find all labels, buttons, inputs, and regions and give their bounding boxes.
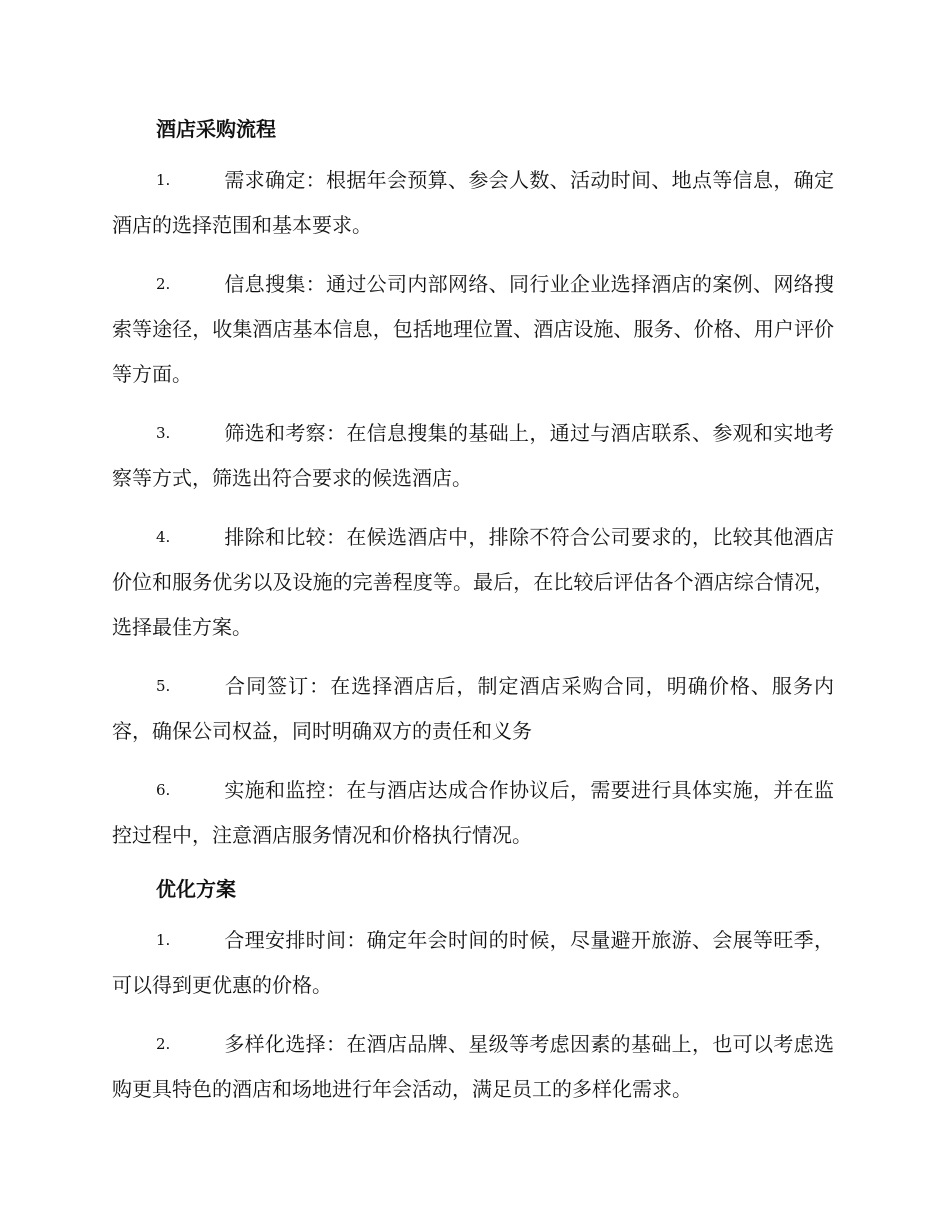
list-item xyxy=(112,411,834,501)
list-item-number: 1. xyxy=(156,931,171,949)
list-item xyxy=(112,1022,834,1112)
list-item-text: 排除和比较：在候选酒店中，排除不符合公司要求的，比较其他酒店价位和服务优劣以及设施的完善程度等。最后，在比较后评估各个酒店综合情况，选择最佳方案。 xyxy=(112,525,834,639)
list-item xyxy=(112,664,834,754)
list-item-text: 多样化选择：在酒店品牌、星级等考虑因素的基础上，也可以考虑选购更具特色的酒店和场地进行年会活动，满足员工的多样化需求。 xyxy=(112,1032,834,1101)
section-optimization-plan xyxy=(112,872,834,1112)
list-item xyxy=(112,158,834,248)
list-item-number: 6. xyxy=(156,781,171,799)
list-item-text: 实施和监控：在与酒店达成合作协议后，需要进行具体实施，并在监控过程中，注意酒店服务情况和价格执行情况。 xyxy=(112,778,834,847)
list-item-number: 4. xyxy=(156,528,171,546)
list-item-number: 3. xyxy=(156,424,171,442)
list-item xyxy=(112,768,834,858)
list-item-text: 合同签订：在选择酒店后，制定酒店采购合同，明确价格、服务内容，确保公司权益，同时明确双方的责任和义务 xyxy=(112,674,834,743)
list-item-number: 5. xyxy=(156,677,171,695)
document-page xyxy=(112,112,834,1126)
list-item-number: 2. xyxy=(156,275,171,293)
list-item-text: 信息搜集：通过公司内部网络、同行业企业选择酒店的案例、网络搜索等途径，收集酒店基本信息，包括地理位置、酒店设施、服务、价格、用户评价等方面。 xyxy=(112,272,834,386)
list-item-text: 合理安排时间：确定年会时间的时候，尽量避开旅游、会展等旺季，可以得到更优惠的价格。 xyxy=(112,928,834,997)
list-item-text: 筛选和考察：在信息搜集的基础上，通过与酒店联系、参观和实地考察等方式，筛选出符合要求的候选酒店。 xyxy=(112,421,834,490)
list-item-text: 需求确定：根据年会预算、参会人数、活动时间、地点等信息，确定酒店的选择范围和基本要求。 xyxy=(112,168,834,237)
list-item xyxy=(112,262,834,397)
list-item-number: 1. xyxy=(156,171,171,189)
section-hotel-procurement xyxy=(112,112,834,858)
section-heading: 优化方案 xyxy=(156,877,236,901)
list-item xyxy=(112,918,834,1008)
list-item xyxy=(112,515,834,650)
section-heading: 酒店采购流程 xyxy=(156,117,276,141)
list-item-number: 2. xyxy=(156,1035,171,1053)
